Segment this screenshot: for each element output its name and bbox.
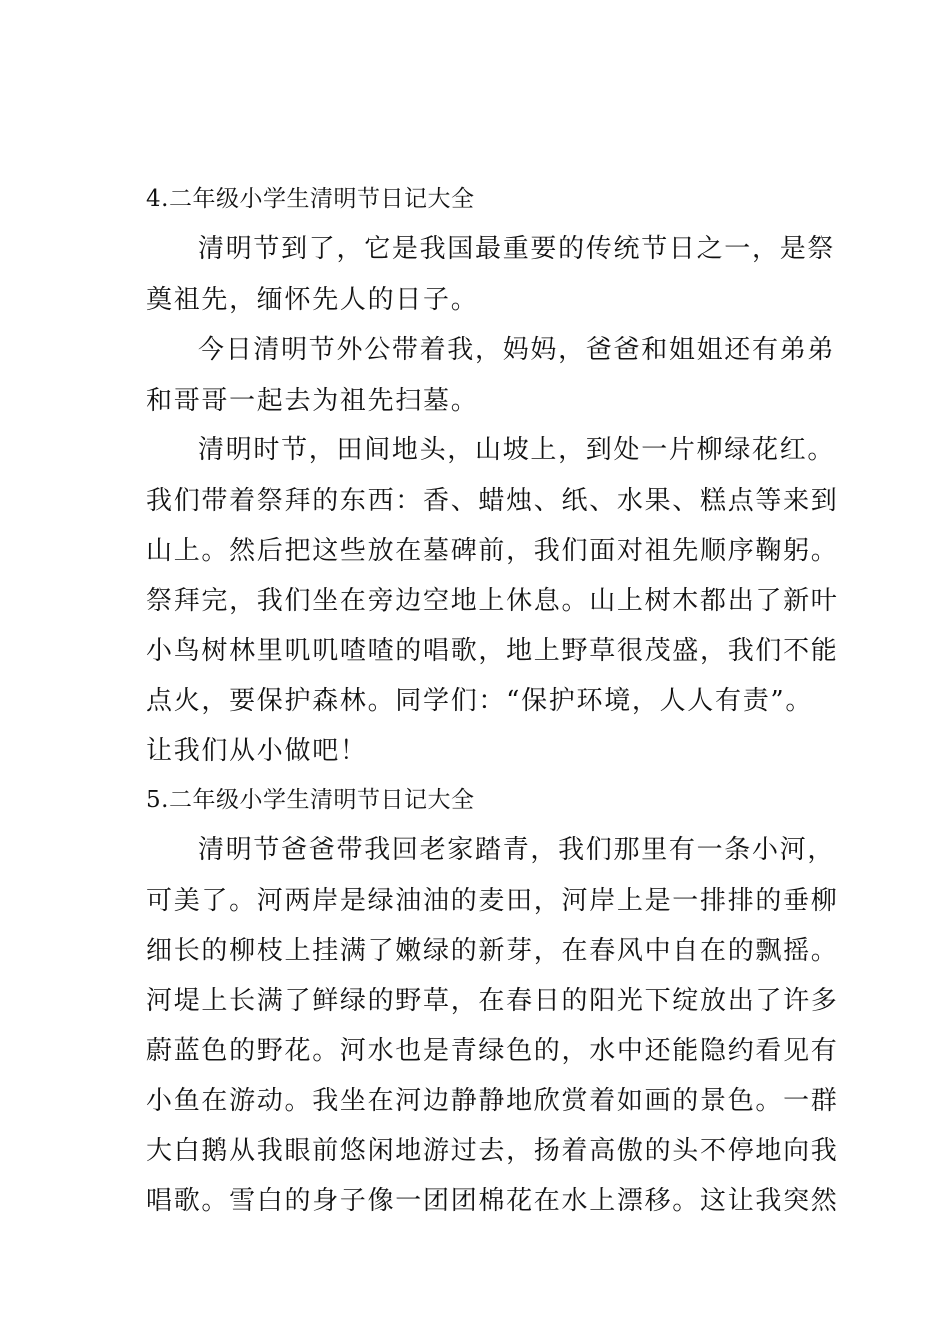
paragraph-line: 清明时节，田间地头，山坡上，到处一片柳绿花红。 bbox=[198, 435, 836, 465]
paragraph-line: 让我们从小做吧！ bbox=[146, 736, 368, 766]
paragraph-line: 小鱼在游动。我坐在河边静静地欣赏着如画的景色。一群 bbox=[146, 1086, 839, 1116]
paragraph-line: 清明节爸爸带我回老家踏青，我们那里有一条小河， bbox=[198, 835, 836, 865]
paragraph-line: 唱歌。雪白的身子像一团团棉花在水上漂移。这让我突然 bbox=[146, 1186, 839, 1216]
paragraph-line: 可美了。河两岸是绿油油的麦田，河岸上是一排排的垂柳 bbox=[146, 886, 839, 916]
paragraph-line: 细长的柳枝上挂满了嫩绿的新芽，在春风中自在的飘摇。 bbox=[146, 936, 839, 966]
paragraph-line: 小鸟树林里叽叽喳喳的唱歌，地上野草很茂盛，我们不能 bbox=[146, 636, 839, 666]
paragraph-line: 蔚蓝色的野花。河水也是青绿色的，水中还能隐约看见有 bbox=[146, 1036, 839, 1066]
paragraph-line: 河堤上长满了鲜绿的野草，在春日的阳光下绽放出了许多 bbox=[146, 986, 839, 1016]
paragraph-line: 我们带着祭拜的东西：香、蜡烛、纸、水果、糕点等来到 bbox=[146, 486, 839, 516]
paragraph-line: 大白鹅从我眼前悠闲地游过去，扬着高傲的头不停地向我 bbox=[146, 1136, 839, 1166]
paragraph-line: 清明节到了，它是我国最重要的传统节日之一，是祭 bbox=[198, 234, 836, 264]
section-heading: 5.二年级小学生清明节日记大全 bbox=[146, 787, 475, 813]
paragraph-line: 点火，要保护森林。同学们：“保护环境，人人有责”。 bbox=[146, 686, 814, 716]
paragraph-line: 今日清明节外公带着我，妈妈，爸爸和姐姐还有弟弟 bbox=[198, 335, 836, 365]
paragraph-line: 和哥哥一起去为祖先扫墓。 bbox=[146, 386, 479, 416]
paragraph-line: 山上。然后把这些放在墓碑前，我们面对祖先顺序鞠躬。 bbox=[146, 536, 839, 566]
paragraph-line: 奠祖先，缅怀先人的日子。 bbox=[146, 285, 479, 315]
paragraph-line: 祭拜完，我们坐在旁边空地上休息。山上树木都出了新叶 bbox=[146, 586, 839, 616]
section-heading: 4.二年级小学生清明节日记大全 bbox=[146, 186, 475, 212]
